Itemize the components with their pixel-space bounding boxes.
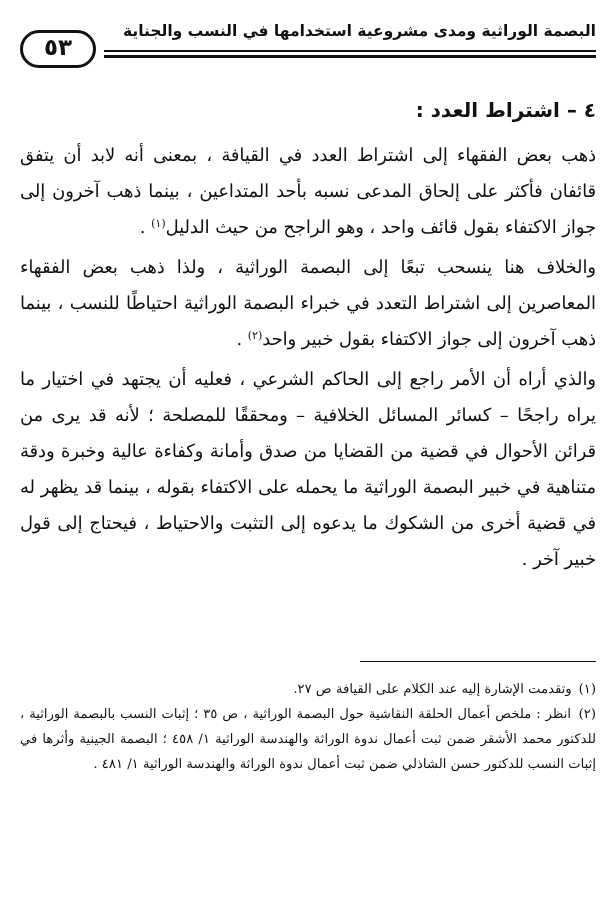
paragraph-1 xyxy=(20,138,596,246)
header-rule-thick xyxy=(104,55,596,58)
paragraph-2-end: . xyxy=(236,329,248,350)
paragraph-1-end: . xyxy=(139,217,152,238)
paragraph-2 xyxy=(20,250,596,358)
footnote-1-number: (١) xyxy=(578,682,596,697)
footnotes xyxy=(20,677,596,777)
footnote-ref-1[interactable]: (١) xyxy=(151,217,166,230)
paragraph-3 xyxy=(20,362,596,578)
footnote-2-number: (٢) xyxy=(578,707,597,722)
section-heading: ٤ – اشتراط العدد : xyxy=(415,98,596,122)
footnote-1 xyxy=(20,677,596,702)
header-rule-thin xyxy=(104,50,596,52)
main-content xyxy=(20,96,596,578)
paragraph-3-text: والذي أراه أن الأمر راجع إلى الحاكم الشرعي ، فعليه أن يجتهد في اختيار ما يراه راجحًا – كسائر المسائل الخلافية – ومحققًا للمصلحة ؛ لأنه قد يرى من قرائن الأحوال في قضية من القضايا من صدق وأمانة وكفاءة عالية وخبرة ودقة متناهية في خبير البصمة الوراثية ما يحمله على الاكتفاء بقوله ، بينما قد يظهر له في قضية أخرى من الشكوك ما يدعوه إلى التثبت والاحتياط ، فيحتاج إلى قول خبير آخر . xyxy=(20,369,596,570)
running-title: البصمة الوراثية ومدى مشروعية استخدامها في النسب والجناية xyxy=(122,22,596,40)
footnote-1-text: وتقدمت الإشارة إليه عند الكلام على القيافة ص ٢٧. xyxy=(293,682,572,697)
page-number: ٥٣ xyxy=(20,30,96,68)
paragraph-1-text: ذهب بعض الفقهاء إلى اشتراط العدد في القيافة ، بمعنى أنه لابد أن يتفق قائفان فأكثر على إلحاق المدعى نسبه بأحد المتداعين ، بينما ذهب آخرون إلى جواز الاكتفاء بقول قائف واحد ، وهو الراجح من حيث الدليل xyxy=(20,145,596,238)
footnote-ref-2[interactable]: (٢) xyxy=(247,329,263,342)
footnote-2 xyxy=(20,702,596,777)
paragraph-2-text: والخلاف هنا ينسحب تبعًا إلى البصمة الوراثية ، ولذا ذهب بعض الفقهاء المعاصرين إلى اشتراط التعدد في خبراء البصمة الوراثية احتياطًا للنسب ، بينما ذهب آخرون إلى جواز الاكتفاء بقول خبير واحد xyxy=(20,257,596,350)
footnote-divider xyxy=(360,661,596,662)
footnote-2-text: انظر : ملخص أعمال الحلقة النقاشية حول البصمة الوراثية ، ص ٣٥ ؛ إثبات النسب بالبصمة الوراثية ، للدكتور محمد الأشقر ضمن ثبت أعمال ندوة الوراثة والهندسة الوراثية ١/ ٤٥٨ ؛ البصمة الجينية وأثرها في إثبات النسب للدكتور حسن الشاذلي ضمن ثبت أعمال ندوة الوراثة والهندسة الوراثية ١/ ٤٨١ . xyxy=(20,707,596,772)
page-header xyxy=(0,0,614,80)
